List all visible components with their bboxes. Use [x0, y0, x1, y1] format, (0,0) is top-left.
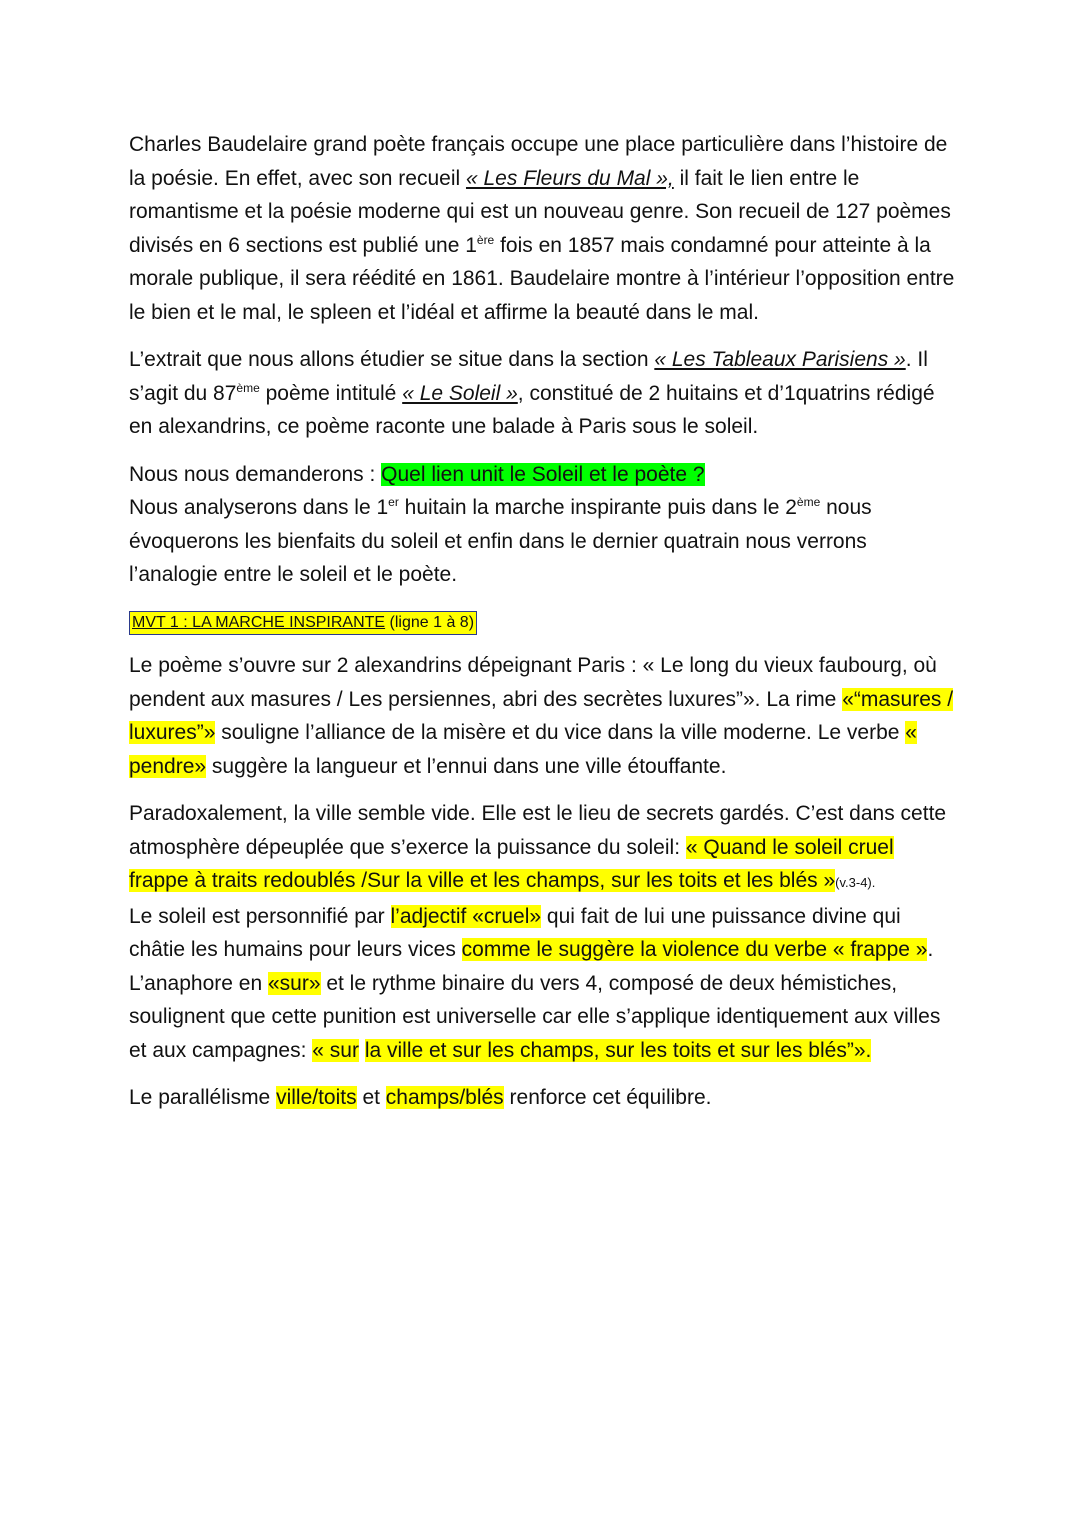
highlight: «“masures / luxures”» — [129, 687, 954, 744]
section-title: « Les Tableaux Parisiens » — [654, 348, 906, 371]
mvt1-paragraph — [129, 649, 959, 783]
highlight: «sur» — [267, 971, 321, 995]
mvt-heading — [129, 604, 959, 638]
mvt-heading-lines: (ligne 1 à 8) — [385, 613, 475, 631]
text-span: Paradoxalement, la ville semble vide. Elle est le lieu de secrets gardés. C’est dans cette atmosphère dépeuplée que s’exerce la puissance du soleil: — [129, 802, 947, 859]
text-span: fois en 1857 mais condamné pour atteinte à la morale publique, il sera réédité en 1861. Baudelaire montre à l’intérieur l’opposition entre le bien et le mal, le spleen et l’idéal et affirme la beauté dans le mal. — [129, 233, 955, 324]
text-span: et le rythme binaire du vers 4, composé de deux hémistiches, soulignent que cette punition est universelle car elle s’applique identiquement aux villes et aux campagnes: — [129, 971, 941, 1062]
text-span: poème intitulé — [259, 381, 403, 405]
text-span: nous évoquerons les bienfaits du soleil et enfin dans le dernier quatrain nous verrons l’analogie entre le soleil et le poète. — [129, 496, 872, 586]
text-span: Nous nous demanderons : — [129, 462, 382, 486]
paradoxe-paragraph — [129, 797, 959, 1067]
extrait-paragraph — [129, 343, 959, 444]
highlight: l’adjectif «cruel» — [390, 904, 542, 928]
highlight: ville/toits — [276, 1086, 357, 1109]
problematique-paragraph — [129, 458, 959, 592]
highlight: « Quand le soleil cruel frappe à traits redoublés /Sur la ville et les champs, sur les toits et les blés » — [129, 835, 894, 892]
text-span: huitain la marche inspirante puis dans le 2 — [398, 496, 797, 519]
mvt-heading-box — [129, 611, 477, 635]
text-span: souligne l’alliance de la misère et du vice dans la ville moderne. Le verbe — [215, 721, 906, 744]
recueil-title: « Les Fleurs du Mal », — [465, 166, 674, 190]
document-page — [129, 128, 959, 1115]
highlight: la ville et sur les champs, sur les toits et sur les blés”». — [364, 1038, 872, 1062]
highlight: « pendre» — [129, 721, 917, 778]
problematique-question: Quel lien unit le Soleil et le poète ? — [381, 462, 705, 486]
text-span: Nous analyserons dans le 1 — [129, 496, 389, 519]
text-span: renforce cet équilibre. — [503, 1086, 712, 1109]
text-span: Le parallélisme — [129, 1086, 277, 1109]
superscript: er — [388, 495, 399, 509]
text-span: . L’anaphore en — [129, 938, 934, 995]
highlight: champs/blés — [385, 1086, 504, 1109]
poem-title: « Le Soleil » — [402, 381, 518, 405]
text-span: Le poème s’ouvre sur 2 alexandrins dépeignant Paris : « Le long du vieux faubourg, où pendent aux masures / Les persiennes, abri des secrètes luxures”». La rime — [129, 654, 937, 711]
text-span — [359, 1039, 365, 1062]
text-span: qui fait de lui une puissance divine qui châtie les humains pour leurs vices — [129, 904, 901, 961]
text-span: Le soleil est personnifié par — [129, 904, 391, 928]
text-span: suggère la langueur et l’ennui dans une ville étouffante. — [206, 754, 727, 778]
superscript: ème — [236, 380, 260, 395]
highlight: comme le suggère la violence du verbe « frappe » — [461, 938, 928, 961]
verse-reference: (v.3-4). — [835, 875, 876, 890]
text-span: . Il s’agit du 87 — [129, 348, 928, 405]
text-span: il fait le lien entre le romantisme et la poésie moderne qui est un nouveau genre. Son recueil de 127 poèmes divisés en 6 sections est publié une 1 — [129, 166, 951, 257]
superscript: ème — [796, 495, 821, 509]
superscript: ère — [476, 232, 495, 247]
text-span: et — [356, 1086, 386, 1109]
mvt-heading-title: MVT 1 : LA MARCHE INSPIRANTE — [132, 613, 386, 631]
highlight: « sur — [312, 1038, 359, 1062]
parallelisme-paragraph — [129, 1081, 959, 1115]
text-span: Charles Baudelaire grand poète français occupe une place particulière dans l’histoire de la poésie. En effet, avec son recueil — [129, 133, 948, 190]
intro-paragraph — [129, 128, 959, 329]
text-span: L’extrait que nous allons étudier se situe dans la section — [129, 348, 655, 371]
text-span: , constitué de 2 huitains et d’1quatrins rédigé en alexandrins, ce poème raconte une balade à Paris sous le soleil. — [129, 381, 935, 438]
